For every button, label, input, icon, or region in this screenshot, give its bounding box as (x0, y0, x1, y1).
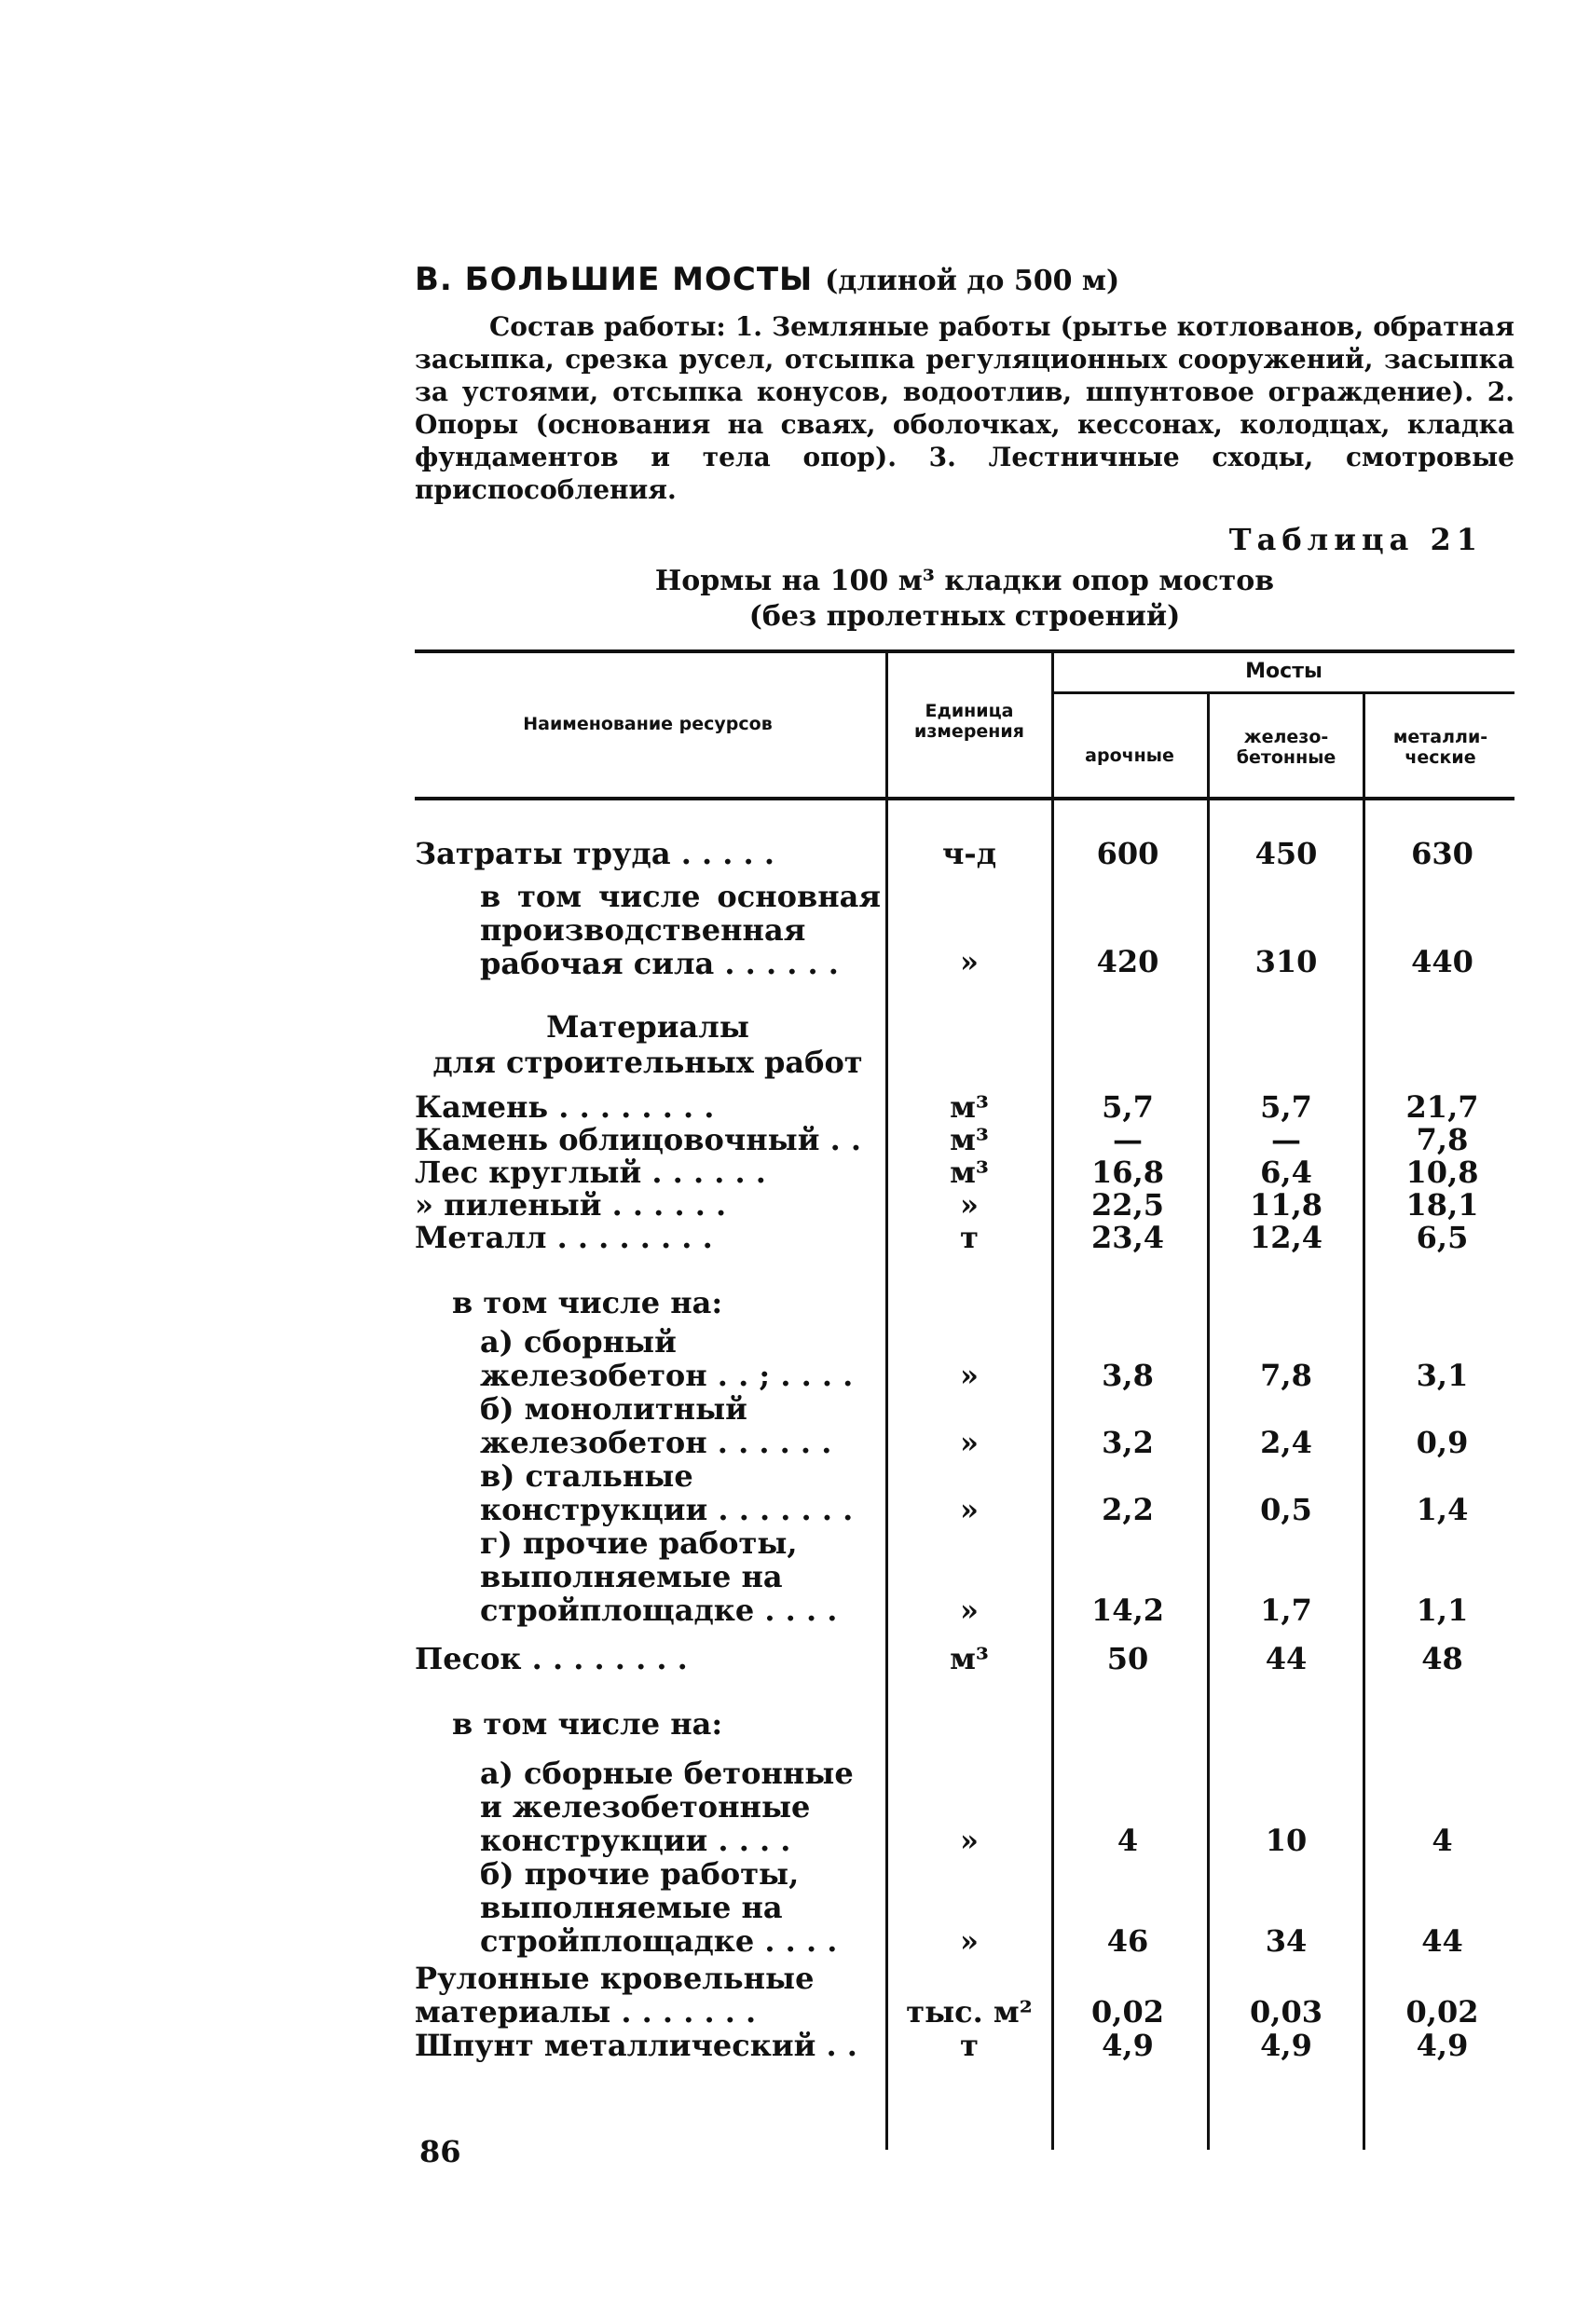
column-divider-rc (1207, 693, 1210, 2150)
work-composition-paragraph: Состав работы: 1. Земляные работы (рытье котлованов, обратная засыпка, срезка русел, отсыпка регуляционных сооружений, засыпка за устоями, отсыпка конусов, водоотлив, шпунтовое ограждение). 2. Опоры (основания на сваях, оболочках, кессонах, колодцах, кладка фундаментов и тела опор). 3. Лестничные сходы, смотровые приспособления. (415, 311, 1514, 505)
table-number: Таблица 21 (1228, 522, 1483, 557)
column-divider-unit (885, 649, 888, 2150)
heading-main: В. БОЛЬШИЕ МОСТЫ (415, 261, 814, 298)
table-title-line1: Нормы на 100 м³ кладки опор мостов (654, 565, 1275, 597)
table-title (415, 564, 1514, 635)
heading-sub: (длиной до 500 м) (825, 265, 1120, 297)
table-header-rule (415, 797, 1514, 800)
section-heading (415, 261, 1347, 298)
header-arch: арочные (1085, 745, 1174, 766)
table-top-rule (415, 649, 1514, 653)
header-metal: металли-ческие (1392, 727, 1488, 768)
header-bridges: Мосты (1245, 660, 1322, 683)
bridges-subheader-rule (1053, 691, 1514, 694)
header-reinforced-concrete: железо-бетонные (1236, 727, 1336, 768)
header-unit: Единица измерения (914, 701, 1024, 742)
table-title-line2: (без пролетных строений) (748, 600, 1181, 633)
header-resource: Наименование ресурсов (523, 714, 773, 734)
section-materials: Материалы для строительных работ (432, 1009, 863, 1080)
page-number: 86 (419, 2134, 461, 2169)
